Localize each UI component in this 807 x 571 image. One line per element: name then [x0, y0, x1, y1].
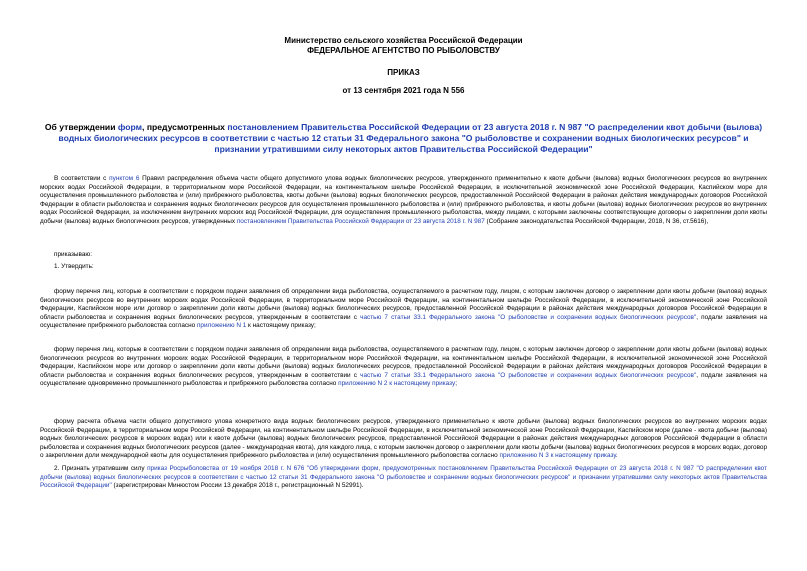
paragraph-text: . [615, 452, 618, 459]
paragraph-text: , подали заявления на осуществление одновременно промышленного рыболовства и прибрежного рыболовства согласно [40, 371, 768, 387]
appendix-2-link[interactable]: приложению N 2 к настоящему приказу [338, 380, 456, 387]
form-2-paragraph [40, 346, 767, 389]
title-resolution-link[interactable]: постановлением Правительства Российской Федерации от 23 августа 2018 г. N 987 "О распределении квот добычи (вылова) водных биологических ресурсов в соответствии с частью 12 статьи 31 Федерального закона "О рыболовстве и сохранении водных биологических ресурсов" и признании утратившими силу некоторых актов Правительства Российской Федерации" [58, 122, 763, 154]
paragraph-text: к настоящему приказу; [246, 322, 316, 329]
title-text: Об утверждении [44, 122, 118, 132]
form-1-paragraph [40, 288, 767, 331]
document-date: от 13 сентября 2021 года N 556 [342, 86, 465, 95]
paragraph-text: 1. Утвердить: [54, 263, 94, 270]
paragraph-text: ; [455, 380, 457, 387]
document-title [40, 122, 767, 155]
paragraph-text: , подали заявления на осуществление прибрежного рыболовства согласно [40, 313, 768, 329]
title-forms-link[interactable]: форм [117, 122, 143, 132]
order-676-link[interactable]: приказ Росрыболовства от 19 ноября 2018 г. N 676 "Об утверждении форм, предусмотренных постановлением Правительства Российской Федерации от 23 августа 2018 г. N 987 "О распределении квот добычи (вылова) водных биологических ресурсов в соответствии с частью 12 статьи 31 Федерального закона "О рыболовстве и сохранении водных биологических ресурсов" и признании утратившими силу некоторых актов Правительства Российской Федерации" [40, 465, 767, 489]
order-word [40, 251, 767, 260]
paragraph-text: (Собрание законодательства Российской Федерации, 2018, N 36, ст.5616), [484, 217, 709, 225]
resolution-987-link[interactable]: постановлением Правительства Российской Федерации от 23 августа 2018 г. N 987 [236, 217, 485, 225]
law-article-33-1-link[interactable]: частью 7 статьи 33.1 Федерального закона "О рыболовстве и сохранении водных биологических ресурсов" [360, 313, 697, 321]
appendix-3-link[interactable]: приложению N 3 к настоящему приказу [499, 452, 616, 459]
form-3-paragraph [40, 418, 767, 461]
paragraph-text: Правил распределения объема части общего допустимого улова водных биологических ресурсов, утвержденного применительно к квоте добычи (вылова) водных биологических ресурсов во внутренних морских водах Российской Федерации, в территориальном море Российской Федерации, на континентальном шельфе Российской Федерации, в исключительной экономической зоне Российской Федерации, Каспийском море для осуществления промышленного рыболовства и (или) прибрежного рыболовства, квоты добычи (вылова) водных биологических ресурсов, предоставленной Российской Федерации в районах действия международных договоров Российской Федерации в области рыболовства и сохранения водных биологических ресурсов для осуществления промышленного рыболовства и (или) прибрежного рыболовства, и квоты добычи (вылова) водных биологических ресурсов во внутренних водах Российской Федерации, за исключением внутренних морских вод Российской Федерации, для осуществления промышленного рыболовства, между лицами, с которыми заключены соответствующие договоры о закреплении доли квоты добычи (вылова) водных биологических ресурсов, утвержденных [40, 175, 768, 225]
appendix-1-link[interactable]: приложению N 1 [196, 322, 247, 329]
paragraph-text: форму расчета объема части общего допустимого улова конкретного вида водных биологических ресурсов, утвержденного применительно к квоте добычи (вылова) водных биологических ресурсов во внутренних морских водах Российской Федерации, в территориальном море Российской Федерации, на континентальном шельфе Российской Федерации, в исключительной экономической зоне Российской Федерации, Каспийском море (далее - квота добычи (вылова) водных биологических ресурсов в морских водах) или к квоте добычи (вылова) водных биологических ресурсов, предоставленной Российской Федерации в районах действия международных договоров Российской Федерации в области рыболовства и сохранения водных биологических ресурсов (далее - международная квота), для каждого лица, с которым заключен договор о закреплении доли квоты добычи (вылова) водных биологических ресурсов в морских водах, договор о закреплении доли международной квоты для осуществления прибрежного рыболовства и (или) осуществления промышленного рыболовства согласно [40, 418, 767, 459]
paragraph-text: В соответствии с [54, 175, 110, 182]
paragraph-text: приказываю: [54, 251, 92, 258]
item-2-paragraph [40, 465, 767, 491]
paragraph-text: форму перечня лиц, которые в соответствии с порядком подачи заявления об определении вида рыболовства, осуществляемого в расчетном году, лицом, с которым заключен договор о закреплении доли квоты добычи (вылова) водных биологических ресурсов во внутренних морских водах Российской Федерации, в территориальном море Российской Федерации, на континентальном шельфе Российской Федерации, в исключительной экономической зоне Российской Федерации, Каспийском море или договор о закреплении доли квоты добычи (вылова) водных биологических ресурсов, предоставленной Российской Федерации в районах действия международных договоров Российской Федерации в области рыболовства и сохранения водных биологических ресурсов, утвержденным в соответствии с [40, 346, 767, 379]
title-text: , предусмотренных [142, 122, 228, 132]
clause-6-link[interactable]: пунктом 6 [109, 175, 140, 182]
item-1-heading [40, 263, 767, 272]
paragraph-text: форму перечня лиц, которые в соответствии с порядком подачи заявления об определении вида рыболовства, осуществляемого в расчетном году, лицом, с которым заключен договор о закреплении доли квоты добычи (вылова) водных биологических ресурсов во внутренних морских водах Российской Федерации, в территориальном море Российской Федерации, на континентальном шельфе Российской Федерации, в исключительной экономической зоне Российской Федерации, Каспийском море или договор о закреплении доли квоты добычи (вылова) водных биологических ресурсов, предоставленной Российской Федерации в районах действия международных договоров Российской Федерации в области рыболовства и сохранения водных биологических ресурсов, утвержденным в соответствии с [40, 288, 767, 321]
paragraph-text: 2. Признать утратившим силу [54, 465, 148, 472]
law-article-33-1-link[interactable]: частью 7 статьи 33.1 Федерального закона "О рыболовстве и сохранении водных биологических ресурсов" [360, 371, 697, 379]
document-type: ПРИКАЗ [387, 68, 420, 77]
ministry-name: Министерство сельского хозяйства Российской Федерации [284, 36, 523, 45]
agency-name: ФЕДЕРАЛЬНОЕ АГЕНТСТВО ПО РЫБОЛОВСТВУ [307, 46, 500, 55]
paragraph-text: (зарегистрирован Минюстом России 13 декабря 2018 г., регистрационный N 52991). [111, 482, 364, 489]
preamble-paragraph [40, 175, 767, 226]
